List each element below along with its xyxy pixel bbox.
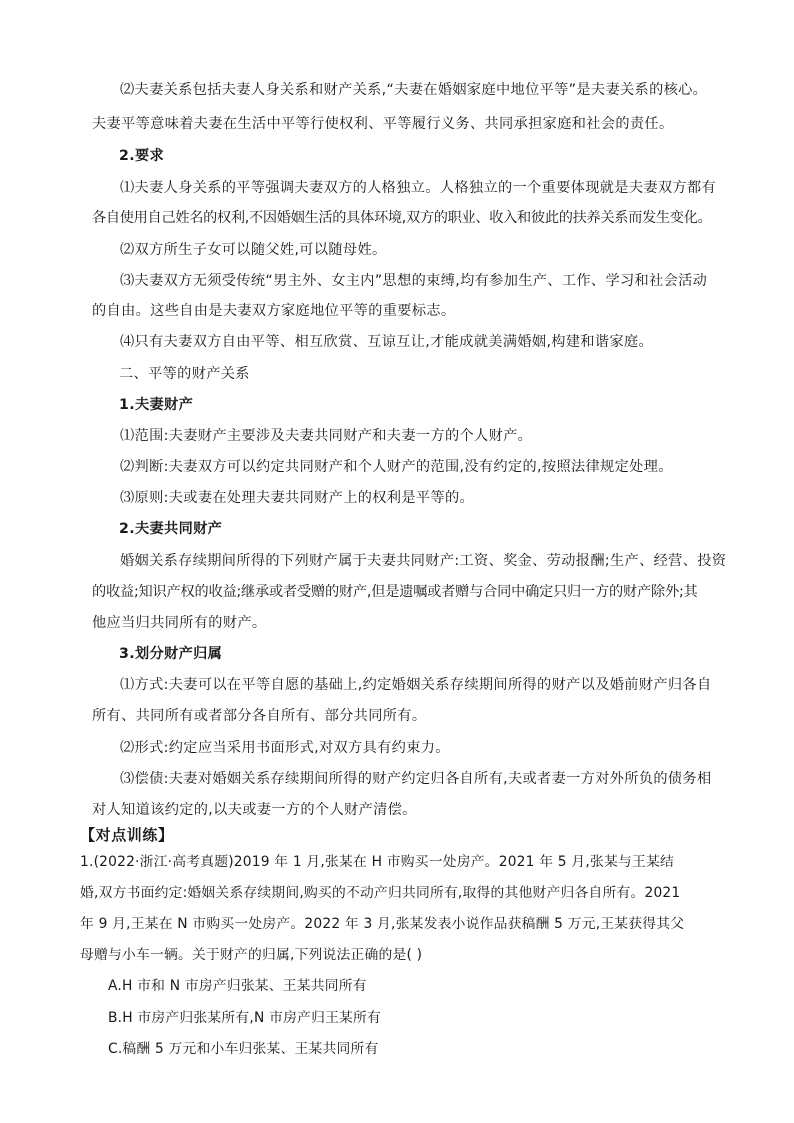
question-text: 婚,双方书面约定:婚姻关系存续期间,购买的不动产归共同所有,取得的其他财产归各自所有。2021: [80, 885, 681, 901]
subheading: 2.夫妻共同财产: [119, 521, 223, 537]
question-text: 母赠与小车一辆。关于财产的归属,下列说法正确的是( ): [80, 947, 423, 963]
text-line: 对人知道该约定的,以夫或妻一方的个人财产清偿。: [92, 802, 417, 818]
text-line: ⑵夫妻关系包括夫妻人身关系和财产关系,“夫妻在婚姻家庭中地位平等”是夫妻关系的核心。: [120, 82, 708, 98]
option-c: C.稿酬 5 万元和小车归张某、王某共同所有: [108, 1041, 379, 1057]
option-b: B.H 市房产归张某所有,N 市房产归王某所有: [108, 1010, 382, 1026]
text-line: 夫妻平等意味着夫妻在生活中平等行使权利、平等履行义务、共同承担家庭和社会的责任。: [92, 116, 674, 132]
question-text: 1.(2022·浙江·高考真题)2019 年 1 月,张某在 H 市购买一处房产。2021 年 5 月,张某与王某结: [80, 854, 674, 870]
subheading: 1.夫妻财产: [119, 397, 194, 413]
text-line: 婚姻关系存续期间所得的下列财产属于夫妻共同财产:工资、奖金、劳动报酬;生产、经营、投资: [120, 553, 727, 569]
text-line: ⑶原则:夫或妻在处理夫妻共同财产上的权利是平等的。: [120, 490, 475, 506]
text-line: 各自使用自己姓名的权利,不因婚姻生活的具体环境,双方的职业、收入和彼此的扶养关系而发生变化。: [92, 210, 712, 226]
text-line: ⑵双方所生子女可以随父姓,可以随母姓。: [120, 242, 387, 258]
subheading: 3.划分财产归属: [119, 646, 223, 662]
option-a: A.H 市和 N 市房产归张某、王某共同所有: [108, 978, 367, 994]
subheading: 2.要求: [119, 148, 165, 164]
text-line: 他应当归共同所有的财产。: [92, 615, 267, 631]
text-line: ⑵形式:约定应当采用书面形式,对双方具有约束力。: [120, 740, 450, 756]
text-line: ⑵判断:夫妻双方可以约定共同财产和个人财产的范围,没有约定的,按照法律规定处理。: [120, 459, 673, 475]
text-line: ⑶偿债:夫妻对婚姻关系存续期间所得的财产约定归各自所有,夫或者妻一方对外所负的债务相: [120, 771, 712, 787]
text-line: ⑴方式:夫妻可以在平等自愿的基础上,约定婚姻关系存续期间所得的财产以及婚前财产归各自: [120, 677, 712, 693]
text-line: ⑷只有夫妻双方自由平等、相互欣赏、互谅互让,才能成就美满婚姻,构建和谐家庭。: [120, 334, 654, 350]
text-line: 的收益;知识产权的收益;继承或者受赠的财产,但是遗嘱或者赠与合同中确定只归一方的财产除外;其: [92, 584, 698, 600]
practice-heading: 【对点训练】: [80, 826, 174, 844]
text-line: 所有、共同所有或者部分各自所有、部分共同所有。: [92, 708, 427, 724]
section-heading: 二、平等的财产关系: [119, 366, 250, 382]
question-text: 年 9 月,王某在 N 市购买一处房产。2022 年 3 月,张某发表小说作品获稿酬 5 万元,王某获得其父: [80, 916, 685, 932]
text-line: ⑴夫妻人身关系的平等强调夫妻双方的人格独立。人格独立的一个重要体现就是夫妻双方都有: [120, 180, 717, 196]
text-line: ⑴范围:夫妻财产主要涉及夫妻共同财产和夫妻一方的个人财产。: [120, 428, 533, 444]
text-line: 的自由。这些自由是夫妻双方家庭地位平等的重要标志。: [92, 303, 456, 319]
text-line: ⑶夫妻双方无须受传统“男主外、女主内”思想的束缚,均有参加生产、工作、学习和社会活动: [120, 273, 708, 289]
